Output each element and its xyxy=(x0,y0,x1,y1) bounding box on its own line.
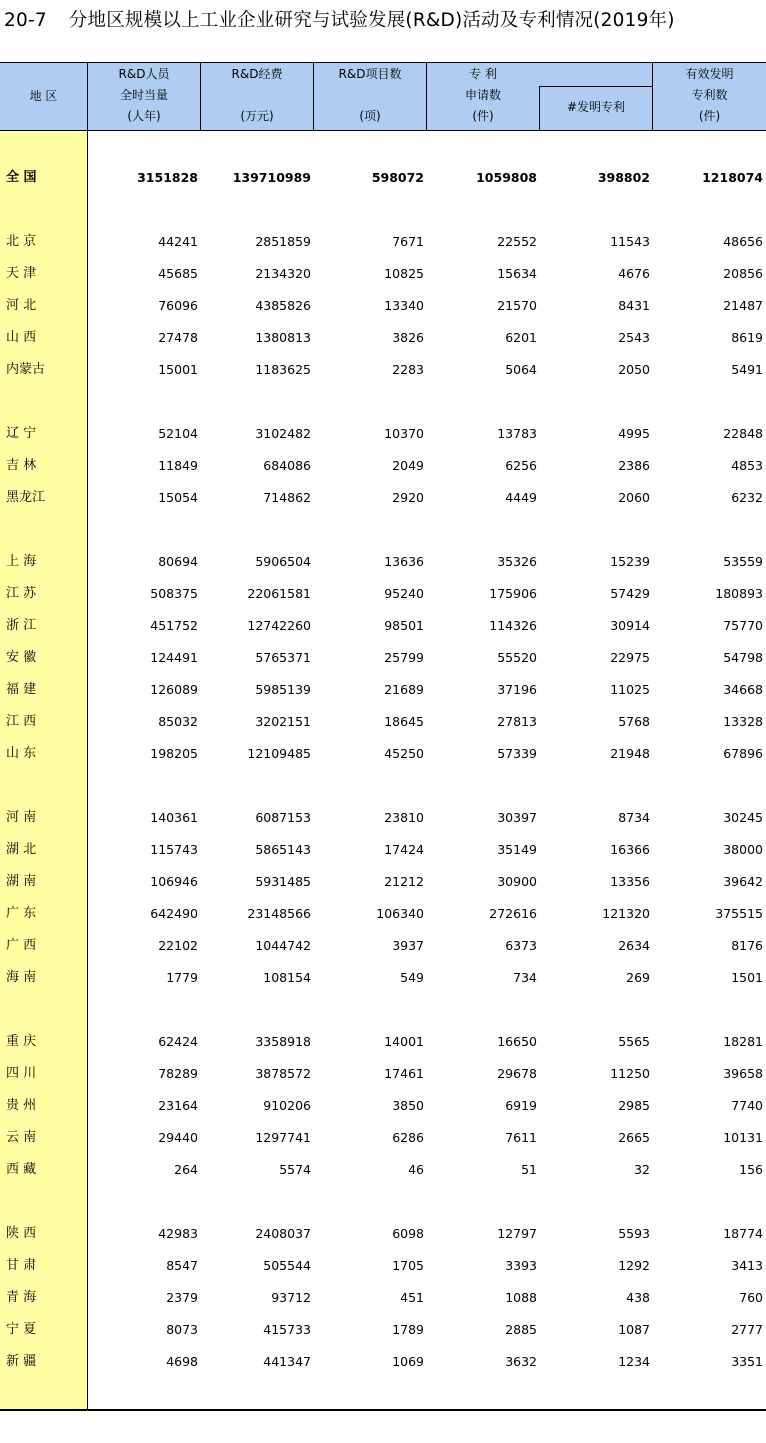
patent-applications-value: 6373 xyxy=(505,938,537,953)
valid-invention-patents-value: 75770 xyxy=(723,618,763,633)
region-name: 宁 夏 xyxy=(6,1322,37,1337)
rd-personnel-value: 42983 xyxy=(158,1226,198,1241)
invention-patents-value: 2060 xyxy=(618,490,650,505)
patent-applications-value: 30900 xyxy=(497,874,537,889)
rd-personnel-value: 80694 xyxy=(158,554,198,569)
valid-invention-patents-value: 39642 xyxy=(723,874,763,889)
region-name: 福 建 xyxy=(6,682,37,697)
table-number: 20-7 xyxy=(4,10,47,31)
valid-invention-patents-value: 20856 xyxy=(723,266,763,281)
region-name: 四 川 xyxy=(6,1066,37,1081)
patent-applications-value: 175906 xyxy=(489,586,537,601)
rd-projects-value: 3937 xyxy=(392,938,424,953)
region-name: 天 津 xyxy=(6,266,37,281)
rd-personnel-value: 124491 xyxy=(150,650,198,665)
region-name: 吉 林 xyxy=(6,458,37,473)
table-row xyxy=(0,839,766,861)
header-sub-rule xyxy=(539,86,652,87)
patent-applications-value: 22552 xyxy=(497,234,537,249)
table-row xyxy=(0,1127,766,1149)
region-name: 新 疆 xyxy=(6,1354,37,1369)
invention-patents-value: 57429 xyxy=(610,586,650,601)
invention-patents-value: 22975 xyxy=(610,650,650,665)
region-name: 湖 南 xyxy=(6,874,37,889)
invention-patents-value: 4676 xyxy=(618,266,650,281)
rd-personnel-value: 15001 xyxy=(158,362,198,377)
invention-patents-value: 438 xyxy=(626,1290,650,1305)
rd-projects-value: 1789 xyxy=(392,1322,424,1337)
rd-projects-value: 6286 xyxy=(392,1130,424,1145)
rd-expenditure-value: 684086 xyxy=(263,458,311,473)
rd-personnel-value: 15054 xyxy=(158,490,198,505)
rd-personnel-value: 27478 xyxy=(158,330,198,345)
patent-applications-value: 6256 xyxy=(505,458,537,473)
patent-applications-value: 272616 xyxy=(489,906,537,921)
invention-patents-value: 398802 xyxy=(597,170,650,185)
table-row xyxy=(0,231,766,253)
region-name: 北 京 xyxy=(6,234,37,249)
invention-patents-value: 16366 xyxy=(610,842,650,857)
invention-patents-value: 30914 xyxy=(610,618,650,633)
invention-patents-value: 1234 xyxy=(618,1354,650,1369)
patent-applications-value: 6201 xyxy=(505,330,537,345)
table-row xyxy=(0,743,766,765)
rd-expenditure-value: 2851859 xyxy=(255,234,311,249)
rd-expenditure-value: 441347 xyxy=(263,1354,311,1369)
region-name: 河 北 xyxy=(6,298,37,313)
rd-expenditure-value: 5765371 xyxy=(255,650,311,665)
table-title: 分地区规模以上工业企业研究与试验发展(R&D)活动及专利情况(2019年) xyxy=(68,10,675,31)
patent-applications-value: 114326 xyxy=(489,618,537,633)
valid-invention-patents-value: 7740 xyxy=(731,1098,763,1113)
rd-personnel-value: 52104 xyxy=(158,426,198,441)
patent-applications-value: 7611 xyxy=(505,1130,537,1145)
rd-expenditure-value: 3358918 xyxy=(255,1034,311,1049)
header-region: 地 区 xyxy=(29,89,58,103)
invention-patents-value: 5565 xyxy=(618,1034,650,1049)
rd-projects-value: 2049 xyxy=(392,458,424,473)
rd-expenditure-value: 5906504 xyxy=(255,554,311,569)
table-row xyxy=(0,327,766,349)
invention-patents-value: 8431 xyxy=(618,298,650,313)
patent-applications-value: 4449 xyxy=(505,490,537,505)
rd-expenditure-value: 1044742 xyxy=(255,938,311,953)
invention-patents-value: 5768 xyxy=(618,714,650,729)
rd-projects-value: 10825 xyxy=(384,266,424,281)
rd-expenditure-value: 3202151 xyxy=(255,714,311,729)
valid-invention-patents-value: 54798 xyxy=(723,650,763,665)
table-row xyxy=(0,935,766,957)
region-name: 浙 江 xyxy=(6,618,37,633)
rd-projects-value: 1705 xyxy=(392,1258,424,1273)
invention-patents-value: 32 xyxy=(634,1162,650,1177)
table-row xyxy=(0,1351,766,1373)
table-row xyxy=(0,807,766,829)
rd-personnel-value: 198205 xyxy=(150,746,198,761)
rd-projects-value: 46 xyxy=(408,1162,424,1177)
region-name: 全 国 xyxy=(6,170,37,185)
region-name: 江 西 xyxy=(6,714,37,729)
rd-personnel-value: 22102 xyxy=(158,938,198,953)
rd-projects-value: 2283 xyxy=(392,362,424,377)
region-name: 甘 肃 xyxy=(6,1258,37,1273)
patent-applications-value: 30397 xyxy=(497,810,537,825)
page-title xyxy=(4,6,675,32)
valid-invention-patents-value: 22848 xyxy=(723,426,763,441)
valid-invention-patents-value: 18281 xyxy=(723,1034,763,1049)
valid-invention-patents-value: 180893 xyxy=(715,586,763,601)
region-name: 江 苏 xyxy=(6,586,37,601)
rd-personnel-value: 8547 xyxy=(166,1258,198,1273)
rd-projects-value: 598072 xyxy=(371,170,424,185)
region-name: 云 南 xyxy=(6,1130,37,1145)
rd-expenditure-value: 139710989 xyxy=(232,170,311,185)
rd-personnel-value: 62424 xyxy=(158,1034,198,1049)
patent-applications-value: 3393 xyxy=(505,1258,537,1273)
region-name: 广 西 xyxy=(6,938,37,953)
table-row xyxy=(0,1223,766,1245)
patent-applications-value: 734 xyxy=(513,970,537,985)
valid-invention-patents-value: 13328 xyxy=(723,714,763,729)
rd-projects-value: 18645 xyxy=(384,714,424,729)
patent-applications-value: 37196 xyxy=(497,682,537,697)
region-name: 青 海 xyxy=(6,1290,37,1305)
region-name: 安 徽 xyxy=(6,650,37,665)
table-row xyxy=(0,263,766,285)
valid-invention-patents-value: 53559 xyxy=(723,554,763,569)
valid-invention-patents-value: 48656 xyxy=(723,234,763,249)
patent-applications-value: 21570 xyxy=(497,298,537,313)
table-row xyxy=(0,679,766,701)
header-valid-invention-patents: 有效发明 专利数 (件) xyxy=(685,67,734,123)
region-name: 广 东 xyxy=(6,906,37,921)
table-row xyxy=(0,1095,766,1117)
rd-personnel-value: 44241 xyxy=(158,234,198,249)
invention-patents-value: 5593 xyxy=(618,1226,650,1241)
rd-projects-value: 10370 xyxy=(384,426,424,441)
rd-expenditure-value: 505544 xyxy=(263,1258,311,1273)
rd-personnel-value: 3151828 xyxy=(137,170,198,185)
patent-applications-value: 13783 xyxy=(497,426,537,441)
region-name: 河 南 xyxy=(6,810,37,825)
rd-expenditure-value: 5931485 xyxy=(255,874,311,889)
table-row xyxy=(0,487,766,509)
rd-personnel-value: 23164 xyxy=(158,1098,198,1113)
header-rd-projects: R&D项目数 (项) xyxy=(338,67,402,123)
patent-applications-value: 29678 xyxy=(497,1066,537,1081)
table-row xyxy=(0,423,766,445)
rd-projects-value: 14001 xyxy=(384,1034,424,1049)
rd-projects-value: 7671 xyxy=(392,234,424,249)
table-row xyxy=(0,615,766,637)
invention-patents-value: 2543 xyxy=(618,330,650,345)
rd-expenditure-value: 6087153 xyxy=(255,810,311,825)
patent-applications-value: 3632 xyxy=(505,1354,537,1369)
invention-patents-value: 15239 xyxy=(610,554,650,569)
patent-applications-value: 57339 xyxy=(497,746,537,761)
valid-invention-patents-value: 8176 xyxy=(731,938,763,953)
patent-applications-value: 6919 xyxy=(505,1098,537,1113)
valid-invention-patents-value: 21487 xyxy=(723,298,763,313)
rd-projects-value: 6098 xyxy=(392,1226,424,1241)
rd-personnel-value: 29440 xyxy=(158,1130,198,1145)
region-name: 辽 宁 xyxy=(6,426,37,441)
invention-patents-value: 8734 xyxy=(618,810,650,825)
rd-expenditure-value: 12109485 xyxy=(247,746,311,761)
table-row xyxy=(0,903,766,925)
rd-personnel-value: 4698 xyxy=(166,1354,198,1369)
rd-personnel-value: 85032 xyxy=(158,714,198,729)
rd-expenditure-value: 910206 xyxy=(263,1098,311,1113)
table-row-national xyxy=(0,167,766,189)
patent-applications-value: 16650 xyxy=(497,1034,537,1049)
header-patent: 专 利 申请数 (件) xyxy=(464,67,501,123)
header-rd-personnel: R&D人员 全时当量 (人年) xyxy=(118,67,170,123)
rd-expenditure-value: 2408037 xyxy=(255,1226,311,1241)
valid-invention-patents-value: 3413 xyxy=(731,1258,763,1273)
rd-personnel-value: 264 xyxy=(174,1162,198,1177)
rd-projects-value: 106340 xyxy=(376,906,424,921)
region-name: 湖 北 xyxy=(6,842,37,857)
invention-patents-value: 121320 xyxy=(602,906,650,921)
patent-applications-value: 15634 xyxy=(497,266,537,281)
table-row xyxy=(0,1287,766,1309)
invention-patents-value: 2050 xyxy=(618,362,650,377)
valid-invention-patents-value: 2777 xyxy=(731,1322,763,1337)
header-rd-expenditure: R&D经费 (万元) xyxy=(231,67,283,123)
rd-projects-value: 21689 xyxy=(384,682,424,697)
rd-projects-value: 21212 xyxy=(384,874,424,889)
region-name: 山 西 xyxy=(6,330,37,345)
rd-projects-value: 95240 xyxy=(384,586,424,601)
header-bottom-rule xyxy=(0,130,766,131)
patent-applications-value: 35326 xyxy=(497,554,537,569)
table-row xyxy=(0,1255,766,1277)
invention-patents-value: 11250 xyxy=(610,1066,650,1081)
table-row xyxy=(0,1031,766,1053)
invention-patents-value: 2665 xyxy=(618,1130,650,1145)
region-name: 内蒙古 xyxy=(6,362,46,377)
valid-invention-patents-value: 8619 xyxy=(731,330,763,345)
rd-personnel-value: 508375 xyxy=(150,586,198,601)
valid-invention-patents-value: 156 xyxy=(739,1162,763,1177)
region-name: 海 南 xyxy=(6,970,37,985)
region-column-background xyxy=(0,130,87,1409)
invention-patents-value: 21948 xyxy=(610,746,650,761)
region-name: 山 东 xyxy=(6,746,37,761)
rd-expenditure-value: 415733 xyxy=(263,1322,311,1337)
rd-projects-value: 2920 xyxy=(392,490,424,505)
table-row xyxy=(0,359,766,381)
valid-invention-patents-value: 6232 xyxy=(731,490,763,505)
patent-applications-value: 1088 xyxy=(505,1290,537,1305)
rd-personnel-value: 2379 xyxy=(166,1290,198,1305)
invention-patents-value: 1292 xyxy=(618,1258,650,1273)
patent-applications-value: 35149 xyxy=(497,842,537,857)
rd-personnel-value: 45685 xyxy=(158,266,198,281)
rd-projects-value: 17424 xyxy=(384,842,424,857)
rd-expenditure-value: 12742260 xyxy=(247,618,311,633)
invention-patents-value: 4995 xyxy=(618,426,650,441)
rd-projects-value: 23810 xyxy=(384,810,424,825)
rd-expenditure-value: 1297741 xyxy=(255,1130,311,1145)
region-name: 重 庆 xyxy=(6,1034,37,1049)
rd-projects-value: 25799 xyxy=(384,650,424,665)
patent-applications-value: 12797 xyxy=(497,1226,537,1241)
valid-invention-patents-value: 67896 xyxy=(723,746,763,761)
rd-personnel-value: 78289 xyxy=(158,1066,198,1081)
region-name: 贵 州 xyxy=(6,1098,37,1113)
rd-personnel-value: 106946 xyxy=(150,874,198,889)
table-row xyxy=(0,871,766,893)
invention-patents-value: 1087 xyxy=(618,1322,650,1337)
patent-applications-value: 1059808 xyxy=(476,170,537,185)
rd-personnel-value: 642490 xyxy=(150,906,198,921)
rd-projects-value: 3850 xyxy=(392,1098,424,1113)
table-row xyxy=(0,1319,766,1341)
rd-expenditure-value: 4385826 xyxy=(255,298,311,313)
rd-expenditure-value: 22061581 xyxy=(247,586,311,601)
rd-expenditure-value: 3878572 xyxy=(255,1066,311,1081)
rd-expenditure-value: 3102482 xyxy=(255,426,311,441)
valid-invention-patents-value: 18774 xyxy=(723,1226,763,1241)
invention-patents-value: 269 xyxy=(626,970,650,985)
table-row xyxy=(0,967,766,989)
valid-invention-patents-value: 10131 xyxy=(723,1130,763,1145)
invention-patents-value: 2634 xyxy=(618,938,650,953)
invention-patents-value: 2386 xyxy=(618,458,650,473)
rd-projects-value: 17461 xyxy=(384,1066,424,1081)
valid-invention-patents-value: 38000 xyxy=(723,842,763,857)
valid-invention-patents-value: 1218074 xyxy=(702,170,763,185)
rd-personnel-value: 140361 xyxy=(150,810,198,825)
valid-invention-patents-value: 34668 xyxy=(723,682,763,697)
rd-expenditure-value: 93712 xyxy=(271,1290,311,1305)
region-name: 黑龙江 xyxy=(6,490,46,505)
valid-invention-patents-value: 375515 xyxy=(715,906,763,921)
valid-invention-patents-value: 30245 xyxy=(723,810,763,825)
rd-personnel-value: 1779 xyxy=(166,970,198,985)
region-name: 上 海 xyxy=(6,554,37,569)
region-name: 西 藏 xyxy=(6,1162,37,1177)
patent-applications-value: 55520 xyxy=(497,650,537,665)
rd-expenditure-value: 5865143 xyxy=(255,842,311,857)
rd-projects-value: 13340 xyxy=(384,298,424,313)
rd-projects-value: 451 xyxy=(400,1290,424,1305)
rd-personnel-value: 126089 xyxy=(150,682,198,697)
patent-applications-value: 5064 xyxy=(505,362,537,377)
rd-personnel-value: 451752 xyxy=(150,618,198,633)
rd-expenditure-value: 714862 xyxy=(263,490,311,505)
rd-expenditure-value: 1380813 xyxy=(255,330,311,345)
valid-invention-patents-value: 1501 xyxy=(731,970,763,985)
invention-patents-value: 11025 xyxy=(610,682,650,697)
rd-expenditure-value: 1183625 xyxy=(255,362,311,377)
rd-personnel-value: 11849 xyxy=(158,458,198,473)
table-row xyxy=(0,1063,766,1085)
valid-invention-patents-value: 5491 xyxy=(731,362,763,377)
rd-projects-value: 98501 xyxy=(384,618,424,633)
rd-projects-value: 549 xyxy=(400,970,424,985)
rd-projects-value: 45250 xyxy=(384,746,424,761)
table-bottom-rule xyxy=(0,1409,766,1411)
rd-projects-value: 1069 xyxy=(392,1354,424,1369)
rd-expenditure-value: 23148566 xyxy=(247,906,311,921)
rd-projects-value: 13636 xyxy=(384,554,424,569)
region-name: 陕 西 xyxy=(6,1226,37,1241)
rd-expenditure-value: 2134320 xyxy=(255,266,311,281)
rd-expenditure-value: 108154 xyxy=(263,970,311,985)
table-row xyxy=(0,551,766,573)
table-row xyxy=(0,647,766,669)
invention-patents-value: 13356 xyxy=(610,874,650,889)
patent-applications-value: 2885 xyxy=(505,1322,537,1337)
rd-personnel-value: 115743 xyxy=(150,842,198,857)
valid-invention-patents-value: 39658 xyxy=(723,1066,763,1081)
invention-patents-value: 11543 xyxy=(610,234,650,249)
table-row xyxy=(0,295,766,317)
header-invention-patents: #发明专利 xyxy=(566,100,626,114)
table-row xyxy=(0,711,766,733)
valid-invention-patents-value: 760 xyxy=(739,1290,763,1305)
table-row xyxy=(0,455,766,477)
rd-projects-value: 3826 xyxy=(392,330,424,345)
rd-expenditure-value: 5985139 xyxy=(255,682,311,697)
rd-expenditure-value: 5574 xyxy=(279,1162,311,1177)
invention-patents-value: 2985 xyxy=(618,1098,650,1113)
table-row xyxy=(0,583,766,605)
rd-personnel-value: 8073 xyxy=(166,1322,198,1337)
patent-applications-value: 51 xyxy=(521,1162,537,1177)
valid-invention-patents-value: 4853 xyxy=(731,458,763,473)
patent-applications-value: 27813 xyxy=(497,714,537,729)
rd-personnel-value: 76096 xyxy=(158,298,198,313)
valid-invention-patents-value: 3351 xyxy=(731,1354,763,1369)
table-row xyxy=(0,1159,766,1181)
